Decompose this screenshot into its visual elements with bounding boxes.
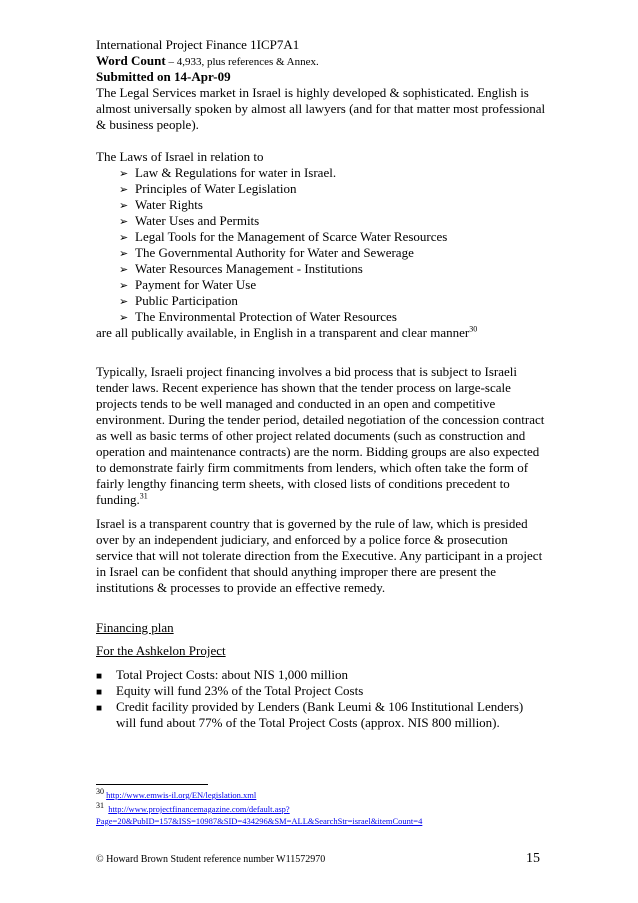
- course-title: International Project Finance 1ICP7A1: [96, 37, 300, 52]
- intro-line: almost universally spoken by almost all lawyers (and for that matter most professional: [96, 101, 546, 116]
- list-item: [119, 261, 363, 278]
- footnote-30: [96, 789, 256, 801]
- list-item: [119, 245, 414, 262]
- laws-tail: [96, 325, 477, 341]
- list-item: [119, 181, 297, 198]
- list-item-text: Principles of Water Legislation: [135, 181, 297, 196]
- para-line: environment. During the tender period, detailed negotiation of the concession contract: [96, 412, 545, 427]
- footnote-ref[interactable]: 31: [139, 491, 148, 501]
- para-line: over by an independent judiciary, and enforced by a police force & prosecution: [96, 532, 508, 547]
- para-line: operation and maintenance contracts) are the norm. Bidding groups are also expected: [96, 444, 540, 459]
- square-bullet-icon: ■: [96, 703, 103, 714]
- para-line: to demonstrate fairly firm commitments from lenders, which often take the form of: [96, 460, 529, 475]
- footnote-31-cont: [96, 815, 422, 827]
- footnote-link[interactable]: http://www.projectfinancemagazine.com/default.asp?: [108, 804, 290, 814]
- laws-heading: The Laws of Israel in relation to: [96, 149, 264, 164]
- para-line-text: funding.: [96, 492, 140, 507]
- footnote-link[interactable]: Page=20&PubID=157&ISS=10987&SID=434296&SM=ALL&SearchStr=israel&itemCount=4: [96, 816, 423, 826]
- square-bullet-icon: ■: [96, 671, 103, 682]
- word-count-line: [96, 53, 319, 70]
- ashkelon-heading: For the Ashkelon Project: [96, 643, 226, 658]
- footnote-link[interactable]: http://www.emwis-il.org/EN/legislation.xml: [106, 790, 257, 800]
- para-line: in Israel can be confident that should anything improper there are present the: [96, 564, 496, 579]
- footnote-separator: [96, 784, 208, 785]
- para-line: Israel is a transparent country that is governed by the rule of law, which is presided: [96, 516, 528, 531]
- word-count-value: – 4,933, plus references & Annex.: [165, 56, 319, 68]
- list-item-text: Water Uses and Permits: [135, 213, 260, 228]
- intro-line: The Legal Services market in Israel is highly developed & sophisticated. English is: [96, 85, 529, 100]
- para-line: projects tends to be well managed and conducted in an open and competitive: [96, 396, 496, 411]
- list-item-text: Credit facility provided by Lenders (Bank Leumi & 106 Institutional Lenders): [116, 699, 524, 714]
- page-number: 15: [526, 851, 540, 866]
- list-item-text: Water Rights: [135, 197, 203, 212]
- list-item: [119, 213, 259, 230]
- para-line: [96, 492, 148, 508]
- list-item: [119, 309, 397, 326]
- arrow-bullet-icon: ➢: [119, 264, 129, 276]
- para-line: as well as basic terms of other project related documents (such as construction and: [96, 428, 526, 443]
- arrow-bullet-icon: ➢: [119, 200, 129, 212]
- list-item-text: The Environmental Protection of Water Resources: [135, 309, 397, 324]
- footnote-ref[interactable]: 30: [469, 324, 478, 334]
- arrow-bullet-icon: ➢: [119, 216, 129, 228]
- list-item-text: Equity will fund 23% of the Total Project Costs: [116, 683, 364, 698]
- arrow-bullet-icon: ➢: [119, 312, 129, 324]
- list-item: [119, 293, 238, 310]
- arrow-bullet-icon: ➢: [119, 184, 129, 196]
- footnote-number: 31: [96, 801, 104, 811]
- footer-text: © Howard Brown Student reference number W11572970: [96, 854, 326, 865]
- list-item: [119, 277, 256, 294]
- list-item-text: Water Resources Management - Institutions: [135, 261, 363, 276]
- list-item-text: The Governmental Authority for Water and Sewerage: [135, 245, 414, 260]
- intro-line: & business people).: [96, 117, 199, 132]
- list-item: [119, 165, 336, 182]
- arrow-bullet-icon: ➢: [119, 232, 129, 244]
- footnote-31: [96, 803, 290, 815]
- para-line: institutions & processes to provide an effective remedy.: [96, 580, 386, 595]
- para-line: service that will not tolerate direction from the Executive. Any participant in a project: [96, 548, 543, 563]
- arrow-bullet-icon: ➢: [119, 280, 129, 292]
- para-line: fairly lengthy financing term sheets, with closed lists of conditions precedent to: [96, 476, 510, 491]
- para-line: Typically, Israeli project financing involves a bid process that is subject to Israeli: [96, 364, 517, 379]
- square-bullet-icon: ■: [96, 687, 103, 698]
- submitted-date: Submitted on 14-Apr-09: [96, 69, 231, 84]
- para-line: tender laws. Recent experience has shown that the tender process on large-scale: [96, 380, 511, 395]
- list-item-text: Law & Regulations for water in Israel.: [135, 165, 337, 180]
- list-item: [119, 197, 203, 214]
- list-item-text: Public Participation: [135, 293, 238, 308]
- word-count-label: Word Count: [96, 53, 166, 68]
- financing-heading: Financing plan: [96, 620, 174, 635]
- list-item-text: Payment for Water Use: [135, 277, 257, 292]
- laws-tail-text: are all publically available, in English in a transparent and clear manner: [96, 325, 470, 340]
- arrow-bullet-icon: ➢: [119, 168, 129, 180]
- footnote-number: 30: [96, 787, 104, 797]
- list-item-continuation: will fund about 77% of the Total Project Costs (approx. NIS 800 million).: [116, 715, 500, 730]
- list-item: [119, 229, 447, 246]
- arrow-bullet-icon: ➢: [119, 296, 129, 308]
- list-item-text: Total Project Costs: about NIS 1,000 million: [116, 667, 349, 682]
- arrow-bullet-icon: ➢: [119, 248, 129, 260]
- list-item-text: Legal Tools for the Management of Scarce Water Resources: [135, 229, 448, 244]
